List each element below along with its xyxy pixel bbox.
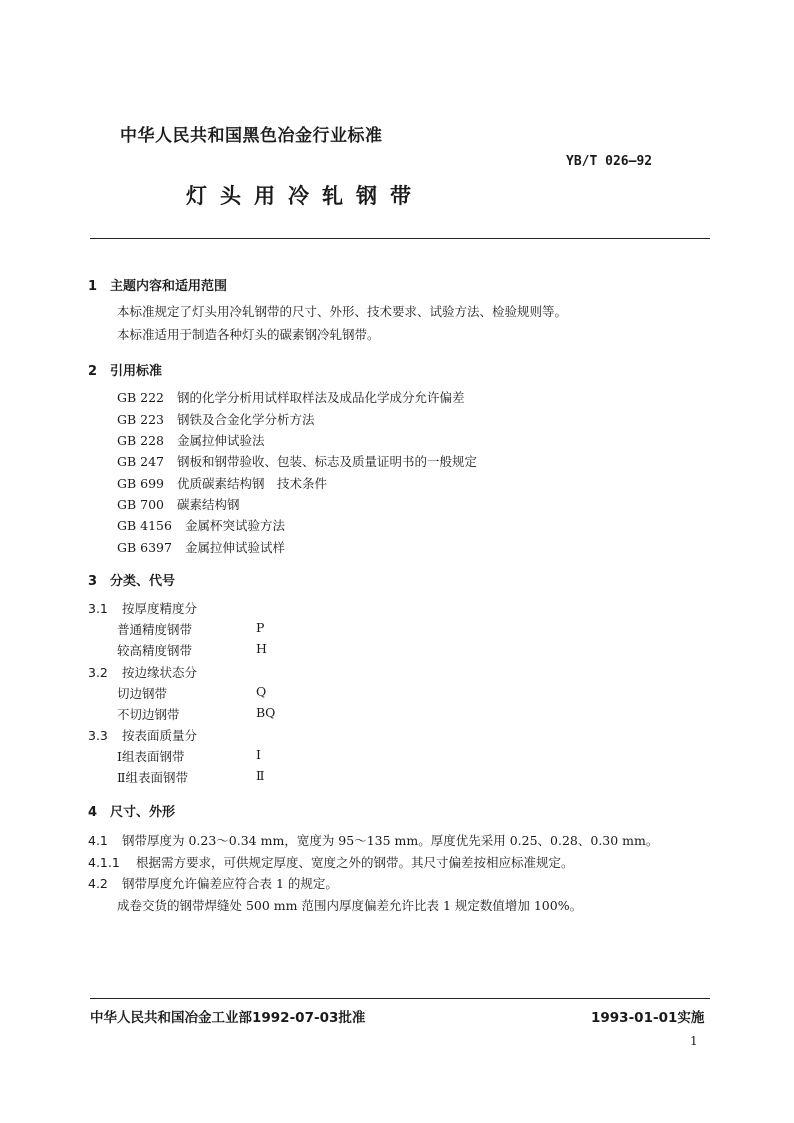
section-number: 1 <box>88 279 98 294</box>
class-label: Ⅱ组表面钢带 <box>117 770 188 785</box>
reference-code: GB 247 <box>117 454 165 469</box>
reference-title: 碳素结构钢 <box>177 497 240 512</box>
reference-code: GB 4156 <box>117 518 172 533</box>
class-label: 较高精度钢带 <box>117 643 193 658</box>
class-label: 不切边钢带 <box>117 707 180 722</box>
issuing-organization: 中华人民共和国黑色冶金行业标准 <box>120 126 383 146</box>
class-label: 普通精度钢带 <box>117 622 193 637</box>
reference-item <box>117 538 285 556</box>
reference-code: GB 228 <box>117 433 165 448</box>
header-divider <box>90 238 710 239</box>
section-title: 引用标准 <box>110 364 163 379</box>
clause-number: 4.1.1 <box>88 855 120 870</box>
approval-statement: 中华人民共和国冶金工业部1992-07-03批准 <box>90 1010 366 1026</box>
subsection-3-2 <box>88 663 197 681</box>
reference-title: 金属杯突试验方法 <box>185 518 286 533</box>
reference-code: GB 222 <box>117 390 165 405</box>
subsection-title: 按边缘状态分 <box>122 665 198 680</box>
section-2-heading <box>88 360 162 379</box>
clause-text: 钢带厚度允许偏差应符合表 1 的规定。 <box>122 876 338 891</box>
section-number: 2 <box>88 364 98 379</box>
class-code: Ⅱ <box>256 768 265 783</box>
footer-divider <box>90 998 710 999</box>
reference-code: GB 699 <box>117 476 165 491</box>
clause-4-1-1 <box>88 853 574 871</box>
reference-title: 钢铁及合金化学分析方法 <box>177 412 315 427</box>
section-number: 3 <box>88 574 98 589</box>
class-label: Ⅰ组表面钢带 <box>117 749 185 764</box>
standard-code: YB/T 026—92 <box>566 154 653 169</box>
reference-code: GB 223 <box>117 412 165 427</box>
class-code: BQ <box>256 705 276 720</box>
clause-text: 根据需方要求，可供规定厚度、宽度之外的钢带。其尺寸偏差按相应标准规定。 <box>136 855 574 870</box>
section-number: 4 <box>88 805 98 820</box>
reference-code: GB 700 <box>117 497 165 512</box>
class-code: Ⅰ <box>256 747 261 762</box>
class-code: H <box>256 641 267 656</box>
reference-item <box>117 452 477 470</box>
section-title: 尺寸、外形 <box>110 805 176 820</box>
section-1-heading <box>88 275 227 294</box>
subsection-number: 3.1 <box>88 601 108 616</box>
section-title: 分类、代号 <box>110 574 176 589</box>
class-code: Q <box>256 684 267 699</box>
paragraph: 本标准规定了灯头用冷轧钢带的尺寸、外形、技术要求、试验方法、检验规则等。 <box>117 304 568 319</box>
clause-note: 成卷交货的钢带焊缝处 500 mm 范围内厚度偏差允许比表 1 规定数值增加 100%。 <box>117 898 583 913</box>
section-3-heading <box>88 570 175 589</box>
reference-title: 金属拉伸试验试样 <box>185 540 286 555</box>
clause-number: 4.1 <box>88 833 108 848</box>
page-number: 1 <box>690 1034 698 1048</box>
reference-item <box>117 516 285 534</box>
reference-title: 钢板和钢带验收、包装、标志及质量证明书的一般规定 <box>177 454 478 469</box>
subsection-title: 按表面质量分 <box>122 728 198 743</box>
section-4-heading <box>88 801 175 820</box>
reference-title: 金属拉伸试验法 <box>177 433 265 448</box>
section-title: 主题内容和适用范围 <box>110 279 228 294</box>
reference-code: GB 6397 <box>117 540 172 555</box>
clause-4-2 <box>88 874 338 892</box>
class-code: P <box>256 620 265 635</box>
clause-text: 钢带厚度为 0.23～0.34 mm，宽度为 95～135 mm。厚度优先采用 0.25、0.28、0.30 mm。 <box>122 833 659 848</box>
clause-number: 4.2 <box>88 876 108 891</box>
clause-4-1 <box>88 831 658 849</box>
reference-item <box>117 431 265 449</box>
reference-title: 钢的化学分析用试样取样法及成品化学成分允许偏差 <box>177 390 465 405</box>
reference-title: 优质碳素结构钢 技术条件 <box>177 476 328 491</box>
effective-date: 1993-01-01实施 <box>591 1010 705 1026</box>
subsection-3-1 <box>88 599 197 617</box>
subsection-3-3 <box>88 726 197 744</box>
document-title: 灯头用冷轧钢带 <box>186 184 424 208</box>
subsection-title: 按厚度精度分 <box>122 601 198 616</box>
paragraph: 本标准适用于制造各种灯头的碳素钢冷轧钢带。 <box>117 327 380 342</box>
reference-item <box>117 388 465 406</box>
subsection-number: 3.3 <box>88 728 108 743</box>
reference-item <box>117 410 315 428</box>
reference-item <box>117 474 327 492</box>
reference-item <box>117 495 240 513</box>
class-label: 切边钢带 <box>117 686 168 701</box>
subsection-number: 3.2 <box>88 665 108 680</box>
